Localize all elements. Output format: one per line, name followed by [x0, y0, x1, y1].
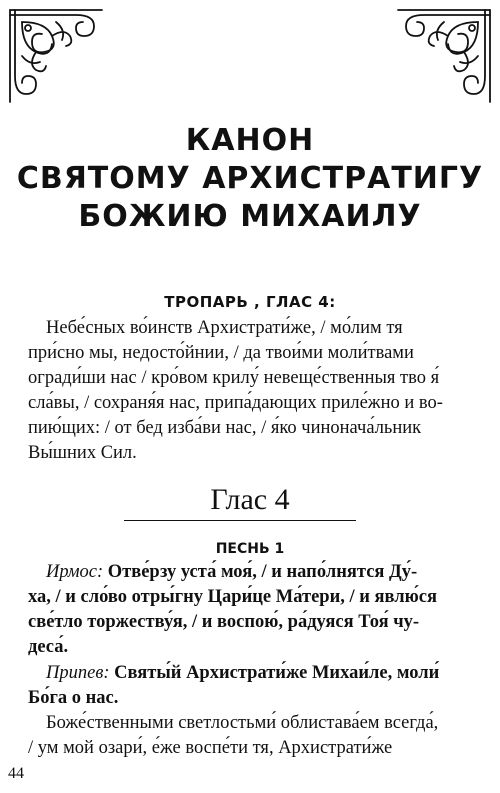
troparion-line: огради́ши нас / кро́вом крилу́ невеще́ственныя тво я́ [28, 368, 440, 388]
troparion-line: Вы́шних Сил. [28, 443, 137, 463]
troparion-heading: ТРОПАРЬ , ГЛАС 4: [164, 293, 336, 311]
glas-heading: Глас 4 [210, 483, 290, 516]
refrain-label: Припев: [46, 663, 110, 683]
heading-divider [124, 520, 356, 521]
corner-ornament-right-icon [394, 6, 494, 106]
canon-title [0, 122, 500, 236]
refrain-block [28, 661, 472, 711]
irmos-line: деса́. [28, 637, 69, 657]
corner-ornament-left-icon [6, 6, 106, 106]
troparion-line: при́сно мы, недосто́йнии, / да твои́ми моли́твами [28, 343, 414, 363]
irmos-label: Ирмос: [46, 562, 104, 582]
irmos-block [28, 560, 472, 660]
troparion-line: Небе́сных во́инств Архистрати́же, / мо́лим тя [46, 318, 403, 338]
irmos-first-line [28, 560, 472, 585]
refrain-line: Бо́га о нас. [28, 688, 119, 708]
verse-block [28, 711, 472, 761]
title-line-3: БОЖИЮ МИХАИЛУ [78, 199, 422, 234]
page-number: 44 [8, 765, 24, 782]
verse-line: Боже́ственными светлостьми́ облистава́ем всегда́, [46, 713, 439, 733]
verse-line: / ум мой озари́, е́же воспе́ти тя, Архистрати́же [28, 738, 393, 758]
title-line-1: КАНОН [185, 123, 315, 158]
troparion-line: пию́щих: / от бед изба́ви нас, / я́ко чинонача́льник [28, 418, 422, 438]
irmos-line: ха, / и сло́во отры́гну Цари́це Ма́тери, / и явлю́ся [28, 587, 438, 607]
troparion-line: сла́вы, / сохраня́я нас, припа́дающих приле́жно и во- [28, 393, 443, 413]
title-line-2: СВЯТОМУ АРХИСТРАТИГУ [16, 161, 484, 196]
irmos-text: Отве́рзу уста́ моя́, / и напо́лнятся Ду́- [107, 562, 418, 582]
song-heading: ПЕСНЬ 1 [215, 541, 285, 557]
refrain-first-line [28, 661, 472, 686]
refrain-text: Святы́й Архистрати́же Михаи́ле, моли́ [114, 663, 440, 683]
troparion-text [28, 316, 472, 466]
irmos-line: све́тло торжеству́я, / и воспою́, ра́дуяся Тоя́ чу- [28, 612, 420, 632]
